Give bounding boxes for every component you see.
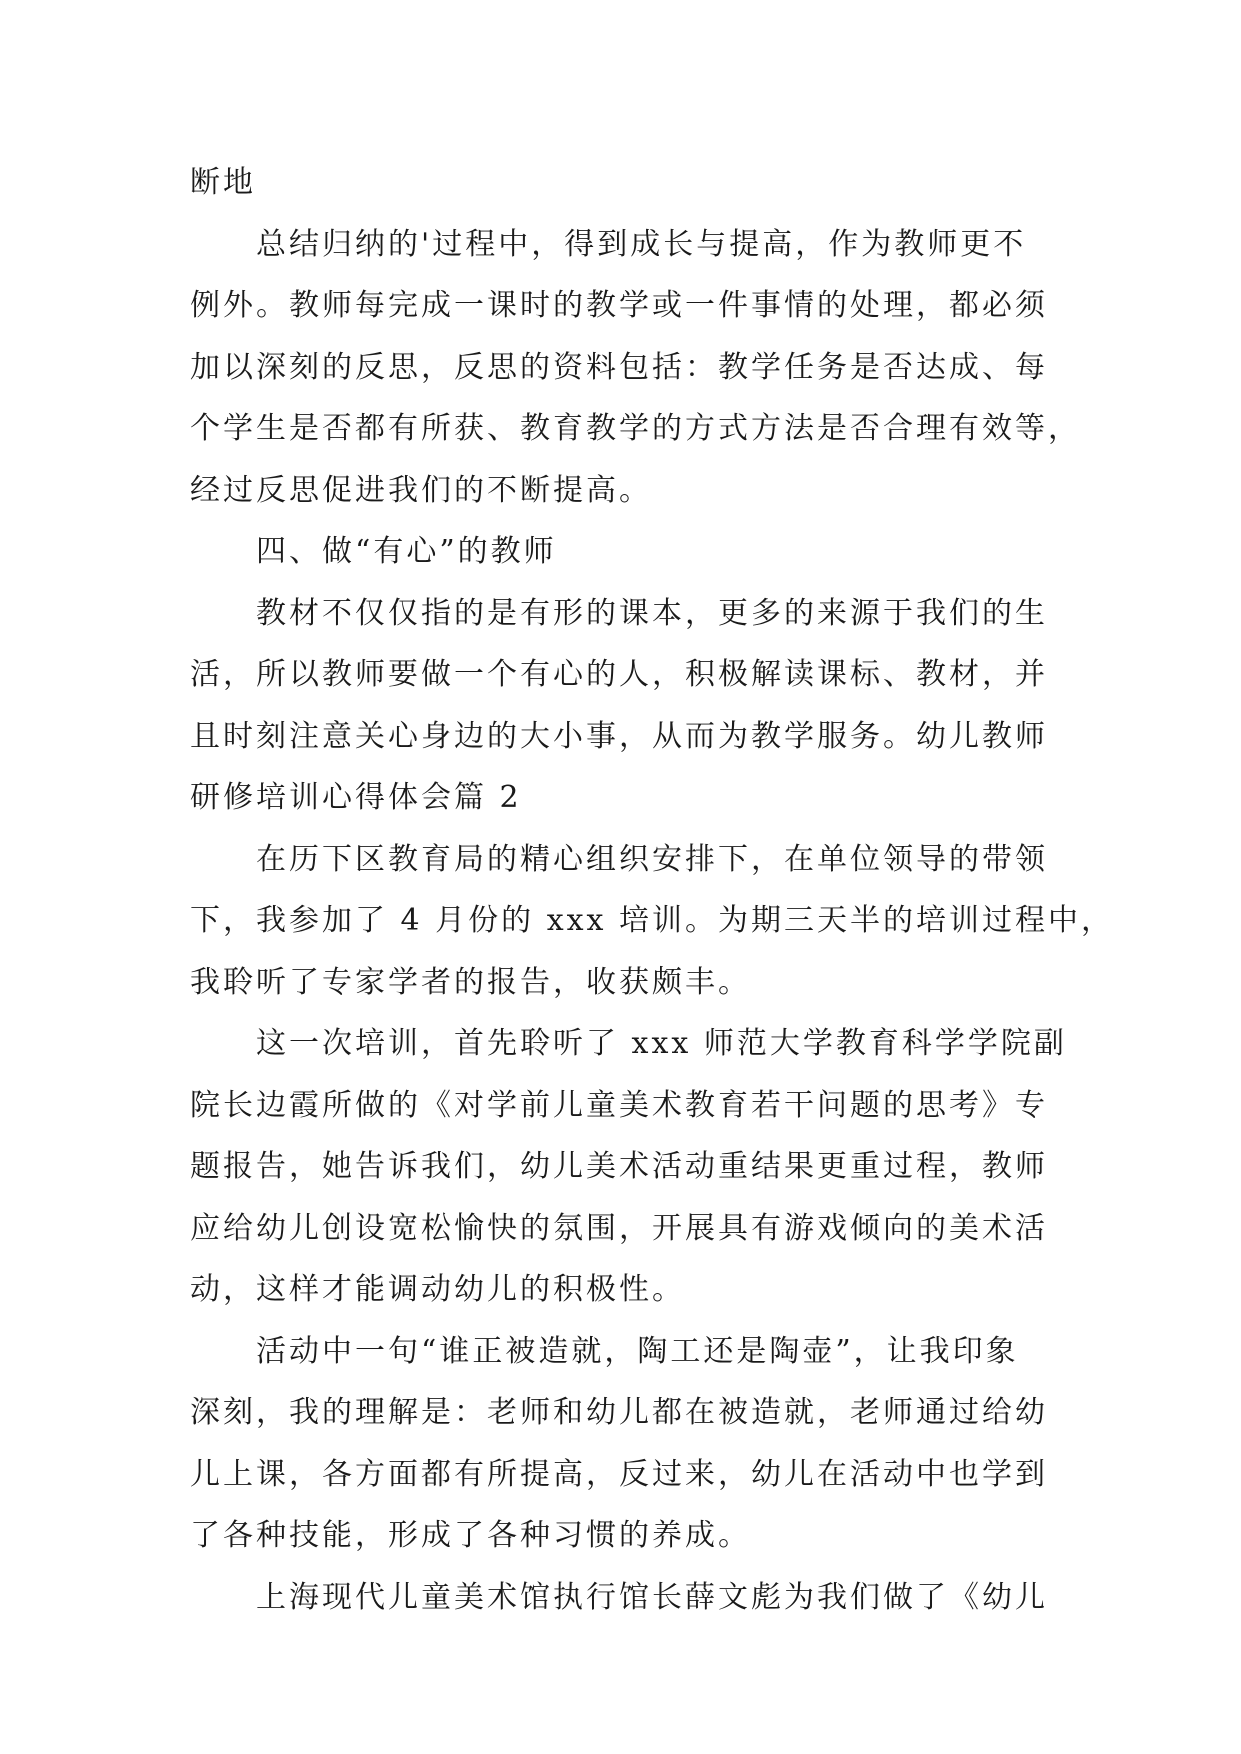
text-line: 且时刻注意关心身边的大小事，从而为教学服务。幼儿教师 (190, 718, 1048, 754)
text-line: 动，这样才能调动幼儿的积极性。 (190, 1272, 685, 1307)
text-line: 活动中一句“谁正被造就，陶工还是陶壶”，让我印象 (256, 1333, 1019, 1369)
text-line: 题报告，她告诉我们，幼儿美术活动重结果更重过程，教师 (190, 1149, 1048, 1184)
text-line: 院长边霞所做的《对学前儿童美术教育若干问题的思考》专 (190, 1087, 1048, 1123)
text-line: 活，所以教师要做一个有心的人，积极解读课标、教材，并 (190, 657, 1048, 692)
text-line: 上海现代儿童美术馆执行馆长薛文彪为我们做了《幼儿 (256, 1579, 1048, 1615)
text-line: 教材不仅仅指的是有形的课本，更多的来源于我们的生 (256, 595, 1048, 631)
text-line: 个学生是否都有所获、教育教学的方式方法是否合理有效等， (190, 411, 1081, 446)
text-line: 深刻，我的理解是：老师和幼儿都在被造就，老师通过给幼 (190, 1395, 1048, 1430)
text-line: 这一次培训，首先聆听了 xxx 师范大学教育科学学院副 (256, 1026, 1067, 1061)
text-line: 了各种技能，形成了各种习惯的养成。 (190, 1518, 751, 1553)
text-line: 四、做“有心”的教师 (256, 534, 557, 569)
text-line: 儿上课，各方面都有所提高，反过来，幼儿在活动中也学到 (190, 1456, 1048, 1492)
text-line: 研修培训心得体会篇 2 (190, 780, 522, 815)
text-line: 断地 (190, 165, 256, 200)
text-line: 在历下区教育局的精心组织安排下，在单位领导的带领 (256, 841, 1048, 877)
text-line: 例外。教师每完成一课时的教学或一件事情的处理，都必须 (190, 288, 1048, 323)
text-line: 加以深刻的反思，反思的资料包括：教学任务是否达成、每 (190, 349, 1048, 385)
text-line: 应给幼儿创设宽松愉快的氛围，开展具有游戏倾向的美术活 (190, 1210, 1048, 1246)
body-text (190, 152, 1114, 1628)
text-line: 总结归纳的'过程中，得到成长与提高，作为教师更不 (256, 226, 1027, 262)
text-line: 我聆听了专家学者的报告，收获颇丰。 (190, 964, 751, 1000)
text-line: 下，我参加了 4 月份的 xxx 培训。为期三天半的培训过程中， (190, 903, 1114, 938)
text-line: 经过反思促进我们的不断提高。 (190, 472, 652, 508)
